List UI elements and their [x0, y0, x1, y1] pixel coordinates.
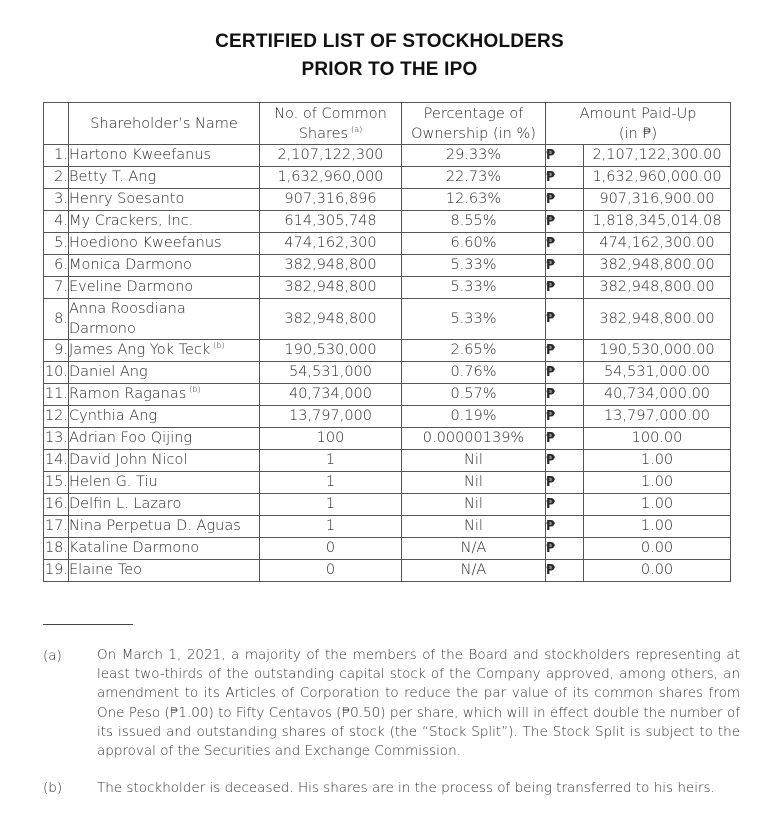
amount-paid-up	[584, 538, 731, 560]
ownership-percentage	[402, 428, 546, 450]
amount-paid-up	[584, 145, 731, 167]
table-row	[44, 428, 731, 450]
common-shares	[260, 406, 402, 428]
shareholder-name-line2: Darmono	[69, 321, 136, 337]
row-number	[44, 450, 69, 472]
row-number	[44, 299, 69, 340]
shareholder-name	[69, 472, 260, 494]
table-body	[44, 145, 731, 582]
peso-sign-text: ₱	[546, 280, 556, 295]
ownership-percentage	[402, 167, 546, 189]
row-number-text: 1.	[54, 147, 68, 163]
table-row	[44, 211, 731, 233]
amount-paid-up-text: 382,948,800.00	[599, 257, 715, 273]
row-number-text: 4.	[54, 213, 68, 229]
common-shares-text: 1	[325, 452, 336, 468]
amount-paid-up-text: 907,316,900.00	[599, 191, 715, 207]
ownership-percentage	[402, 384, 546, 406]
peso-sign-text: ₱	[546, 475, 556, 490]
row-number-text: 12.	[44, 408, 68, 424]
peso-sign-text: ₱	[546, 519, 556, 534]
shareholder-name-text: Anna Roosdiana	[69, 301, 186, 317]
common-shares-text: 2,107,122,300	[277, 147, 384, 163]
amount-paid-up-text: 1.00	[640, 518, 674, 534]
table-row	[44, 538, 731, 560]
common-shares	[260, 277, 402, 299]
shareholder-name	[69, 145, 260, 167]
peso-sign-text: ₱	[546, 387, 556, 402]
amount-paid-up-text: 100.00	[631, 430, 683, 446]
peso-sign	[546, 362, 584, 384]
peso-sign	[546, 167, 584, 189]
shareholder-name-text: Cynthia Ang	[69, 408, 158, 424]
header-number	[44, 103, 69, 145]
peso-sign	[546, 516, 584, 538]
footnote-divider	[43, 624, 133, 625]
peso-sign-text: ₱	[546, 258, 556, 273]
amount-paid-up-text: 40,734,000.00	[603, 386, 711, 402]
amount-paid-up-text: 190,530,000.00	[599, 342, 715, 358]
ownership-percentage-text: 0.57%	[450, 386, 497, 402]
ownership-percentage	[402, 494, 546, 516]
peso-sign-text: ₱	[546, 311, 556, 326]
header-common-shares: No. of Common Shares $^{(a)}$	[260, 103, 402, 145]
common-shares	[260, 299, 402, 340]
table-row	[44, 450, 731, 472]
amount-paid-up-text: 1,818,345,014.08	[592, 213, 722, 229]
peso-sign-text: ₱	[546, 148, 556, 163]
row-number	[44, 516, 69, 538]
ownership-percentage	[402, 450, 546, 472]
peso-sign-text: ₱	[546, 343, 556, 358]
amount-paid-up	[584, 494, 731, 516]
ownership-percentage	[402, 406, 546, 428]
shareholder-name-text: Betty T. Ang	[69, 169, 157, 185]
common-shares	[260, 255, 402, 277]
shareholder-name-text: Delfin L. Lazaro	[69, 496, 182, 512]
common-shares	[260, 233, 402, 255]
row-number	[44, 362, 69, 384]
ownership-percentage	[402, 362, 546, 384]
common-shares-text: 1	[325, 474, 336, 490]
shareholder-name	[69, 560, 260, 582]
shareholder-name-text: Monica Darmono	[69, 257, 192, 273]
footnote-b-text: The stockholder is deceased. His shares are in the process of being transferred to his heirs.	[97, 780, 715, 796]
amount-paid-up	[584, 384, 731, 406]
peso-sign	[546, 189, 584, 211]
row-number-text: 6.	[54, 257, 68, 273]
peso-sign	[546, 299, 584, 340]
row-number-text: 15.	[44, 474, 68, 490]
footnote-a-tag: (a)	[43, 648, 62, 664]
table-row	[44, 384, 731, 406]
header-shareholder-name: Shareholder’s Name	[69, 103, 260, 145]
amount-paid-up-text: 382,948,800.00	[599, 311, 715, 327]
table-row	[44, 233, 731, 255]
peso-sign	[546, 145, 584, 167]
amount-paid-up	[584, 472, 731, 494]
shareholder-name	[69, 340, 260, 362]
common-shares	[260, 145, 402, 167]
ownership-percentage-text: 6.60%	[450, 235, 497, 251]
table-row	[44, 560, 731, 582]
row-number-text: 13.	[44, 430, 68, 446]
row-number	[44, 560, 69, 582]
amount-paid-up	[584, 255, 731, 277]
table-row	[44, 340, 731, 362]
ownership-percentage-text: 12.63%	[445, 191, 502, 207]
ownership-percentage-text: 22.73%	[445, 169, 502, 185]
amount-paid-up	[584, 233, 731, 255]
shareholder-name-text: Elaine Teo	[69, 562, 143, 578]
table-row	[44, 189, 731, 211]
common-shares-text: 907,316,896	[284, 191, 377, 207]
amount-paid-up	[584, 516, 731, 538]
row-number-text: 3.	[54, 191, 68, 207]
document-subtitle: PRIOR TO THE IPO	[301, 59, 478, 80]
common-shares-text: 40,734,000	[288, 386, 373, 402]
amount-paid-up	[584, 362, 731, 384]
shareholder-name-text: Adrian Foo Qijing	[69, 430, 193, 446]
shareholder-name-text: Daniel Ang	[69, 364, 148, 380]
ownership-percentage-text: N/A	[460, 540, 487, 556]
amount-paid-up-text: 1.00	[640, 452, 674, 468]
row-number-text: 16.	[44, 496, 68, 512]
amount-paid-up-text: 13,797,000.00	[603, 408, 711, 424]
peso-sign	[546, 428, 584, 450]
common-shares-text: 0	[325, 562, 336, 578]
ownership-percentage	[402, 538, 546, 560]
row-number	[44, 233, 69, 255]
row-number-text: 18.	[44, 540, 68, 556]
row-number	[44, 340, 69, 362]
ownership-percentage-text: 5.33%	[450, 279, 497, 295]
common-shares	[260, 384, 402, 406]
amount-paid-up-text: 1,632,960,000.00	[592, 169, 722, 185]
row-number	[44, 277, 69, 299]
common-shares	[260, 450, 402, 472]
ownership-percentage	[402, 211, 546, 233]
ownership-percentage-text: Nil	[464, 452, 483, 468]
amount-paid-up-text: 54,531,000.00	[603, 364, 711, 380]
amount-paid-up	[584, 189, 731, 211]
shareholder-name	[69, 277, 260, 299]
ownership-percentage	[402, 516, 546, 538]
shareholder-name-text: James Ang Yok Teck	[69, 342, 211, 358]
table-row	[44, 362, 731, 384]
table-row	[44, 167, 731, 189]
table-row	[44, 472, 731, 494]
shareholder-name-text: Helen G. Tiu	[69, 474, 158, 490]
ownership-percentage	[402, 472, 546, 494]
common-shares-text: 1	[325, 518, 336, 534]
peso-sign	[546, 277, 584, 299]
row-number-text: 8.	[54, 311, 68, 327]
amount-paid-up	[584, 560, 731, 582]
ownership-percentage	[402, 277, 546, 299]
footnote-ref-a: (a)	[351, 124, 363, 134]
row-number-text: 5.	[54, 235, 68, 251]
peso-sign-text: ₱	[546, 563, 556, 578]
row-number	[44, 189, 69, 211]
amount-paid-up	[584, 428, 731, 450]
amount-paid-up-text: 1.00	[640, 496, 674, 512]
table-row	[44, 406, 731, 428]
row-number	[44, 428, 69, 450]
row-number	[44, 472, 69, 494]
common-shares-text: 1,632,960,000	[277, 169, 384, 185]
ownership-percentage-text: 0.76%	[450, 364, 497, 380]
table-row	[44, 299, 731, 340]
peso-sign	[546, 406, 584, 428]
peso-sign-text: ₱	[546, 431, 556, 446]
row-number	[44, 384, 69, 406]
row-number	[44, 538, 69, 560]
table-row	[44, 516, 731, 538]
footnote-ref: (b)	[213, 341, 225, 351]
peso-sign	[546, 211, 584, 233]
row-number-text: 7.	[54, 279, 68, 295]
shareholder-name-text: My Crackers, Inc.	[69, 213, 194, 229]
peso-sign	[546, 255, 584, 277]
ownership-percentage	[402, 233, 546, 255]
common-shares	[260, 211, 402, 233]
peso-sign	[546, 538, 584, 560]
row-number	[44, 494, 69, 516]
shareholder-name	[69, 362, 260, 384]
shareholder-name	[69, 494, 260, 516]
shareholder-name	[69, 189, 260, 211]
peso-sign	[546, 384, 584, 406]
header-percentage: Percentage of Ownership (in %)	[402, 103, 546, 145]
peso-sign-text: ₱	[546, 192, 556, 207]
amount-paid-up-text: 0.00	[640, 562, 674, 578]
ownership-percentage-text: 0.19%	[450, 408, 497, 424]
ownership-percentage	[402, 299, 546, 340]
amount-paid-up-text: 0.00	[640, 540, 674, 556]
ownership-percentage	[402, 560, 546, 582]
peso-sign-text: ₱	[546, 453, 556, 468]
common-shares-text: 0	[325, 540, 336, 556]
shareholder-name	[69, 233, 260, 255]
peso-sign	[546, 233, 584, 255]
peso-sign	[546, 340, 584, 362]
shareholder-name	[69, 516, 260, 538]
peso-sign	[546, 494, 584, 516]
shareholder-name	[69, 167, 260, 189]
shareholder-name	[69, 255, 260, 277]
ownership-percentage	[402, 189, 546, 211]
amount-paid-up-text: 382,948,800.00	[599, 279, 715, 295]
peso-sign-text: ₱	[546, 497, 556, 512]
shareholder-name	[69, 299, 260, 340]
common-shares	[260, 560, 402, 582]
amount-paid-up	[584, 211, 731, 233]
row-number-text: 2.	[54, 169, 68, 185]
amount-paid-up-text: 474,162,300.00	[599, 235, 715, 251]
shareholder-name	[69, 450, 260, 472]
peso-sign-text: ₱	[546, 170, 556, 185]
shareholder-name	[69, 538, 260, 560]
row-number	[44, 145, 69, 167]
row-number	[44, 211, 69, 233]
row-number-text: 10.	[44, 364, 68, 380]
document-title: CERTIFIED LIST OF STOCKHOLDERS	[215, 31, 564, 52]
stockholders-table	[43, 102, 731, 582]
common-shares-text: 614,305,748	[284, 213, 377, 229]
row-number-text: 11.	[44, 386, 68, 402]
common-shares-text: 382,948,800	[284, 311, 377, 327]
peso-sign-text: ₱	[546, 236, 556, 251]
common-shares-text: 190,530,000	[284, 342, 377, 358]
table-row	[44, 145, 731, 167]
shareholder-name-text: Henry Soesanto	[69, 191, 185, 207]
common-shares	[260, 167, 402, 189]
amount-paid-up	[584, 450, 731, 472]
ownership-percentage-text: 8.55%	[450, 213, 497, 229]
peso-sign	[546, 472, 584, 494]
amount-paid-up	[584, 299, 731, 340]
common-shares-text: 382,948,800	[284, 279, 377, 295]
ownership-percentage-text: 5.33%	[450, 311, 497, 327]
row-number	[44, 406, 69, 428]
common-shares	[260, 538, 402, 560]
footnote-a-text: On March 1, 2021, a majority of the members of the Board and stockholders representing at least two-thirds of the outstanding capital stock of the Company approved, among others, an amendment to its Articles of Corporation to reduce the par value of its common shares from One Peso (₱1.00) to Fifty Centavos (₱0.50) per share, which will in effect double the number of its issued and outstanding shares of stock (the “Stock Split”). The Stock Split is subject to the approval of the Securities and Exchange Commission.	[97, 647, 740, 760]
ownership-percentage	[402, 145, 546, 167]
common-shares	[260, 428, 402, 450]
shareholder-name-text: Ramon Raganas	[69, 386, 187, 402]
row-number-text: 9.	[54, 342, 68, 358]
common-shares	[260, 189, 402, 211]
common-shares-text: 13,797,000	[288, 408, 373, 424]
row-number	[44, 255, 69, 277]
row-number-text: 19.	[44, 562, 68, 578]
common-shares	[260, 494, 402, 516]
shareholder-name-text: Hartono Kweefanus	[69, 147, 212, 163]
ownership-percentage	[402, 255, 546, 277]
common-shares	[260, 340, 402, 362]
common-shares-text: 100	[316, 430, 345, 446]
row-number-text: 14.	[44, 452, 68, 468]
ownership-percentage-text: 0.00000139%	[422, 430, 525, 446]
shareholder-name-text: David John Nicol	[69, 452, 188, 468]
amount-paid-up	[584, 340, 731, 362]
common-shares-text: 382,948,800	[284, 257, 377, 273]
peso-sign-text: ₱	[546, 214, 556, 229]
amount-paid-up	[584, 277, 731, 299]
ownership-percentage-text: 5.33%	[450, 257, 497, 273]
table-row	[44, 277, 731, 299]
table-header	[44, 103, 731, 145]
footnote-ref: (b)	[189, 385, 201, 395]
shareholder-name-text: Kataline Darmono	[69, 540, 200, 556]
shareholder-name	[69, 384, 260, 406]
shareholder-name	[69, 428, 260, 450]
shareholder-name	[69, 406, 260, 428]
shareholder-name-text: Nina Perpetua D. Aguas	[69, 518, 241, 534]
common-shares-text: 1	[325, 496, 336, 512]
shareholder-name	[69, 211, 260, 233]
amount-paid-up-text: 1.00	[640, 474, 674, 490]
ownership-percentage-text: N/A	[460, 562, 487, 578]
common-shares	[260, 362, 402, 384]
peso-sign-text: ₱	[546, 365, 556, 380]
peso-sign	[546, 450, 584, 472]
ownership-percentage	[402, 340, 546, 362]
common-shares-text: 54,531,000	[288, 364, 373, 380]
row-number	[44, 167, 69, 189]
peso-sign-text: ₱	[546, 409, 556, 424]
row-number-text: 17.	[44, 518, 68, 534]
amount-paid-up-text: 2,107,122,300.00	[592, 147, 722, 163]
common-shares	[260, 472, 402, 494]
table-row	[44, 255, 731, 277]
ownership-percentage-text: 29.33%	[445, 147, 502, 163]
amount-paid-up	[584, 167, 731, 189]
footnote-b-tag: (b)	[43, 780, 63, 796]
amount-paid-up	[584, 406, 731, 428]
peso-sign	[546, 560, 584, 582]
ownership-percentage-text: Nil	[464, 518, 483, 534]
common-shares	[260, 516, 402, 538]
peso-sign-text: ₱	[546, 541, 556, 556]
shareholder-name-text: Hoediono Kweefanus	[69, 235, 222, 251]
header-amount-paid-up: Amount Paid-Up (in ₱)	[546, 103, 731, 145]
shareholder-name-text: Eveline Darmono	[69, 279, 194, 295]
ownership-percentage-text: Nil	[464, 496, 483, 512]
table-row	[44, 494, 731, 516]
common-shares-text: 474,162,300	[284, 235, 377, 251]
ownership-percentage-text: Nil	[464, 474, 483, 490]
ownership-percentage-text: 2.65%	[450, 342, 497, 358]
